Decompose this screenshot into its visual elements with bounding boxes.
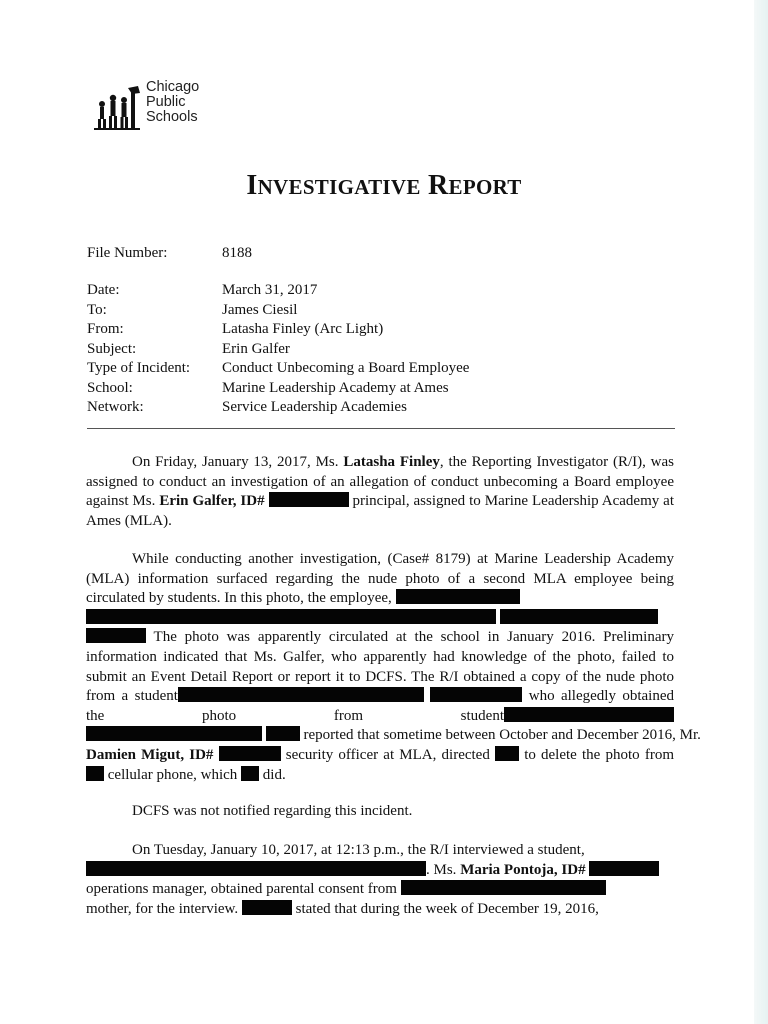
text-run: On Friday, January 13, 2017, Ms. [132, 454, 339, 470]
title-initial-2: R [427, 170, 449, 201]
redaction-bar [219, 746, 281, 761]
memo-header [87, 281, 469, 418]
redaction-bar [269, 492, 349, 507]
name-latasha-finley: Latasha Finley [343, 454, 440, 470]
logo-line-public: Public [146, 94, 186, 110]
redaction-bar [178, 687, 424, 702]
cps-figures-icon [94, 84, 144, 134]
text-run: On Tuesday, January 10, 2017, at 12:13 p.m., the R/I interviewed a student, [132, 842, 585, 858]
memo-value: March 31, 2017 [222, 282, 318, 298]
paragraph-2 [86, 550, 701, 785]
redaction-bar [241, 766, 259, 781]
text-run: reported that sometime between October and December 2016, Mr. [303, 727, 701, 744]
redaction-bar [242, 900, 292, 915]
memo-label: Subject: [87, 340, 137, 357]
text-run: stated that during the week of December 19, 2016, [295, 900, 599, 917]
title-initial-1: I [246, 170, 258, 201]
header-divider [87, 428, 675, 429]
memo-label: Network: [87, 399, 144, 415]
redaction-bar [495, 746, 519, 761]
page-edge [754, 0, 768, 1024]
logo-line-chicago: Chicago [146, 79, 200, 95]
redaction-bar [266, 726, 300, 741]
memo-value: Erin Galfer [222, 340, 290, 357]
paragraph-1 [86, 453, 674, 531]
name-erin-galfer: Erin Galfer, ID# [159, 493, 265, 510]
memo-value: Conduct Unbecoming a Board Employee [222, 360, 470, 376]
redaction-bar [504, 707, 674, 722]
text-run: , the Reporting Investigator (R/I), was assigned to conduct an investigation of an allegation of conduct unbecoming a Board employee against Ms. [86, 454, 675, 510]
text-run: . Ms. [426, 861, 457, 878]
cps-logo [94, 80, 224, 136]
memo-value: Marine Leadership Academy at Ames [222, 379, 449, 396]
memo-value: Latasha Finley (Arc Light) [222, 321, 384, 337]
memo-value: James Ciesil [222, 301, 298, 318]
redaction-bar [86, 609, 496, 624]
text-run: who allegedly obtained the photo from student [86, 688, 675, 724]
redaction-bar [401, 880, 606, 895]
text-run: operations manager, obtained parental consent from [86, 881, 397, 898]
text-run: security officer at MLA, directed [285, 746, 490, 763]
text-run: did. [262, 766, 286, 783]
memo-label: From: [87, 321, 124, 337]
redaction-bar [396, 589, 520, 604]
redaction-bar [86, 726, 262, 741]
text-run: DCFS was not notified regarding this incident. [132, 803, 413, 819]
memo-value: Service Leadership Academies [222, 399, 407, 415]
redaction-bar [589, 861, 659, 876]
file-number-value: 8188 [222, 245, 252, 261]
memo-row-network [87, 398, 469, 418]
memo-label: Type of Incident: [87, 360, 191, 376]
text-run: cellular phone, which [107, 766, 238, 783]
name-damien-migut: Damien Migut, ID# [86, 746, 214, 763]
memo-row-incident-type [87, 359, 469, 379]
memo-row-to [87, 301, 469, 321]
text-run: to delete the photo from [524, 746, 674, 763]
logo-text [146, 80, 199, 125]
text-run: The photo was apparently circulated at the school in January 2016. Preliminary information indicated that Ms. Galfer, who apparently had knowledge of the photo, failed to submit an Event Detail Report or report it to DCFS. The R/I obtained a copy of the nude photo from a student [86, 629, 674, 705]
redaction-bar [86, 628, 146, 643]
memo-row-subject [87, 340, 469, 360]
paragraph-4 [86, 841, 674, 919]
file-number-label: File Number: [87, 245, 168, 261]
logo-line-schools: Schools [146, 109, 198, 125]
redaction-bar [86, 861, 426, 876]
text-run: While conducting another investigation, (Case# 8179) at Marine Leadership Academy (MLA) information surfaced regarding the nude photo of a second MLA employee being circulated by students. In this photo, the employee, [86, 551, 674, 607]
redaction-bar [430, 687, 522, 702]
title-word-1: NVESTIGATIVE [257, 175, 421, 199]
memo-row-date [87, 281, 469, 301]
text-run: principal, assigned to Marine Leadership Academy at Ames (MLA). [86, 493, 675, 529]
memo-row-from [87, 320, 469, 340]
memo-label: School: [87, 379, 133, 396]
report-title [0, 170, 768, 202]
memo-label: To: [87, 301, 107, 318]
name-maria-pontoja: Maria Pontoja, ID# [460, 861, 586, 878]
text-run: mother, for the interview. [86, 900, 239, 917]
redaction-bar [500, 609, 658, 624]
file-number-row [87, 244, 252, 264]
redaction-bar [86, 766, 104, 781]
memo-label: Date: [87, 282, 120, 298]
paragraph-3 [86, 802, 674, 822]
memo-row-school [87, 379, 469, 399]
title-word-2: EPORT [448, 175, 522, 199]
